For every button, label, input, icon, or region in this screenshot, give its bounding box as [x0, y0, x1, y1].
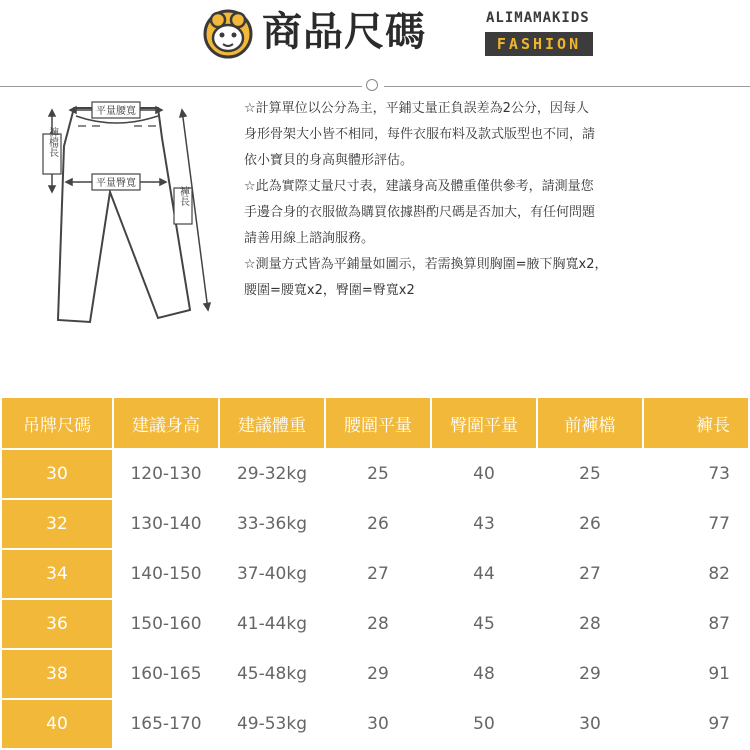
- front-rise-cell: 29: [538, 650, 642, 700]
- label-length: 褲長: [177, 186, 189, 206]
- length-cell: 73: [644, 450, 748, 500]
- front-rise-cell: 30: [538, 700, 642, 750]
- length-cell: 97: [644, 700, 748, 750]
- divider-line-right: [384, 86, 750, 87]
- height-cell: 120-130: [114, 450, 218, 500]
- header-size: 吊牌尺碼: [2, 398, 112, 450]
- waist-cell: 29: [326, 650, 430, 700]
- pants-outline-icon: [58, 108, 190, 322]
- table-header-row: [2, 398, 748, 450]
- label-crotch: 褲檔長: [46, 127, 58, 157]
- size-cell: 32: [2, 500, 112, 550]
- table-row: [2, 500, 748, 550]
- weight-cell: 49-53kg: [220, 700, 324, 750]
- weight-cell: 33-36kg: [220, 500, 324, 550]
- hip-cell: 48: [432, 650, 536, 700]
- height-cell: 140-150: [114, 550, 218, 600]
- waist-cell: 28: [326, 600, 430, 650]
- header-hip: 臀圍平量: [432, 398, 536, 450]
- waist-cell: 26: [326, 500, 430, 550]
- front-rise-cell: 25: [538, 450, 642, 500]
- hip-cell: 50: [432, 700, 536, 750]
- table-row: [2, 450, 748, 500]
- size-notes: [244, 96, 704, 304]
- label-hip: 平量臀寬: [96, 178, 136, 189]
- note-line: 請善用線上諮詢服務。: [244, 231, 375, 246]
- note-line: ☆此為實際丈量尺寸表，建議身高及體重僅供參考，請測量您: [244, 179, 594, 194]
- length-cell: 91: [644, 650, 748, 700]
- size-cell: 40: [2, 700, 112, 750]
- header-height: 建議身高: [114, 398, 218, 450]
- hip-cell: 45: [432, 600, 536, 650]
- header-length: 褲長: [644, 398, 748, 450]
- pants-measurement-diagram: [30, 96, 230, 336]
- front-rise-cell: 27: [538, 550, 642, 600]
- divider-circle-icon: [366, 79, 378, 91]
- size-cell: 34: [2, 550, 112, 600]
- page-title: 商品尺碼: [262, 9, 426, 55]
- hip-cell: 43: [432, 500, 536, 550]
- brand-fashion-badge: FASHION: [485, 32, 593, 56]
- length-cell: 77: [644, 500, 748, 550]
- size-cell: 30: [2, 450, 112, 500]
- sheep-logo-icon: [200, 8, 256, 60]
- weight-cell: 45-48kg: [220, 650, 324, 700]
- hip-cell: 44: [432, 550, 536, 600]
- note-line: ☆測量方式皆為平鋪量如圖示，若需換算則胸圍=腋下胸寬x2，: [244, 257, 608, 272]
- note-line: 手邊合身的衣服做為購買依據斟酌尺碼是否加大，有任何問題: [244, 205, 596, 220]
- front-rise-cell: 28: [538, 600, 642, 650]
- size-cell: 38: [2, 650, 112, 700]
- front-rise-cell: 26: [538, 500, 642, 550]
- divider-line-left: [0, 86, 362, 87]
- height-cell: 130-140: [114, 500, 218, 550]
- weight-cell: 37-40kg: [220, 550, 324, 600]
- note-line: 依小寶貝的身高與體形評估。: [244, 153, 414, 168]
- length-cell: 87: [644, 600, 748, 650]
- page-header: [0, 0, 750, 66]
- note-line: 腰圍=腰寬x2，臀圍=臀寬x2: [244, 283, 415, 298]
- size-cell: 36: [2, 600, 112, 650]
- waist-cell: 25: [326, 450, 430, 500]
- waist-cell: 27: [326, 550, 430, 600]
- hip-cell: 40: [432, 450, 536, 500]
- brand-name: ALIMAMAKIDS: [486, 10, 590, 26]
- height-cell: 150-160: [114, 600, 218, 650]
- label-waist: 平量腰寬: [96, 106, 136, 117]
- note-line: ☆計算單位以公分為主，平鋪丈量正負誤差為2公分，因每人: [244, 101, 589, 116]
- header-weight: 建議體重: [220, 398, 324, 450]
- note-line: 身形骨架大小皆不相同，每件衣服布料及款式版型也不同，請: [244, 127, 596, 142]
- height-cell: 160-165: [114, 650, 218, 700]
- table-row: [2, 600, 748, 650]
- weight-cell: 41-44kg: [220, 600, 324, 650]
- waist-cell: 30: [326, 700, 430, 750]
- header-front-rise: 前褲檔: [538, 398, 642, 450]
- header-waist: 腰圍平量: [326, 398, 430, 450]
- weight-cell: 29-32kg: [220, 450, 324, 500]
- length-cell: 82: [644, 550, 748, 600]
- size-table: [0, 398, 750, 750]
- table-row: [2, 650, 748, 700]
- height-cell: 165-170: [114, 700, 218, 750]
- table-row: [2, 700, 748, 750]
- table-row: [2, 550, 748, 600]
